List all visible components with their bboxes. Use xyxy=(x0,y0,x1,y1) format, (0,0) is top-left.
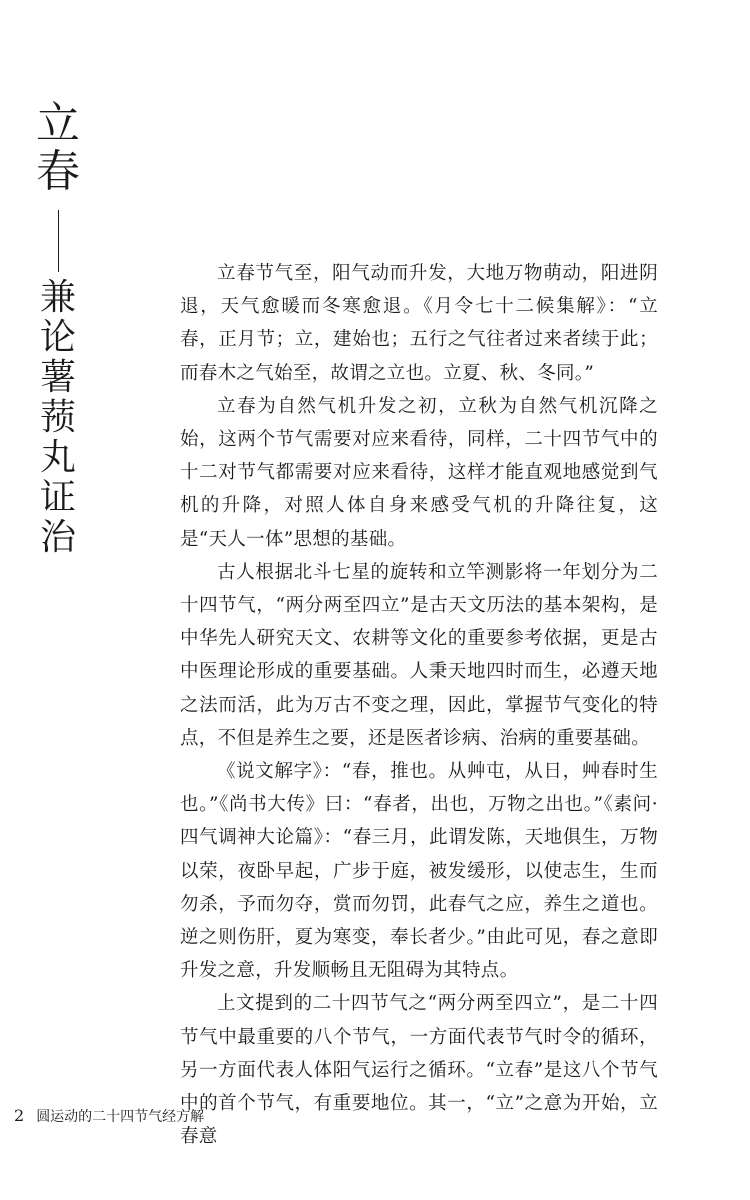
page-number: 2 xyxy=(14,1106,25,1125)
subtitle-char: 兼 xyxy=(39,277,76,318)
chapter-title xyxy=(30,100,86,558)
subtitle-char: 治 xyxy=(39,517,76,558)
subtitle-char: 蓣 xyxy=(39,397,76,438)
title-char: 春 xyxy=(36,146,80,197)
running-title: 圆运动的二十四节气经方解 xyxy=(36,1109,205,1125)
title-dash-divider xyxy=(58,210,59,272)
paragraph: 《说文解字》：“春，推也。从艸屯，从日，艸春时生也。”《尚书大传》曰：“春者，出也，万物之出也。”《素问·四气调神大论篇》：“春三月，此谓发陈，天地俱生，万物以荣，夜卧早起，广步于庭，被发缓形，以使志生，生而勿杀，予而勿夺，赏而勿罚，此春气之应，养生之道也。逆之则伤肝，夏为寒变，奉长者少。”由此可见，春之意即升发之意，升发顺畅且无阻碍为其特点。 xyxy=(180,761,658,982)
paragraph: 立春为自然气机升发之初，立秋为自然气机沉降之始，这两个节气需要对应来看待，同样，二十四节气中的十二对节气都需要对应来看待，这样才能直观地感觉到气机的升降，对照人体自身来感受气机的升降往复，这是“天人一体”思想的基础。 xyxy=(180,395,658,550)
body-text xyxy=(180,257,658,1153)
title-char: 立 xyxy=(36,98,80,149)
paragraph: 立春节气至，阳气动而升发，大地万物萌动，阳进阴退，天气愈暖而冬寒愈退。《月令七十二候集解》：“立春，正月节；立，建始也；五行之气往者过来者续于此；而春木之气始至，故谓之立也。立夏、秋、冬同。” xyxy=(180,263,658,384)
paragraph: 古人根据北斗七星的旋转和立竿测影将一年划分为二十四节气，“两分两至四立”是古天文历法的基本架构，是中华先人研究天文、农耕等文化的重要参考依据，更是古中医理论形成的重要基础。人秉天地四时而生，必遵天地之法而活，此为万古不变之理，因此，掌握节气变化的特点，不但是养生之要，还是医者诊病、治病的重要基础。 xyxy=(180,561,658,749)
chapter-subtitle xyxy=(40,278,76,558)
subtitle-char: 薯 xyxy=(39,357,76,398)
page-footer xyxy=(14,1106,204,1126)
subtitle-char: 证 xyxy=(39,477,76,518)
subtitle-char: 丸 xyxy=(39,437,76,478)
chapter-title-main xyxy=(36,100,80,196)
paragraph: 上文提到的二十四节气之“两分两至四立”，是二十四节气中最重要的八个节气，一方面代表节气时令的循环，另一方面代表人体阳气运行之循环。“立春”是这八个节气中的首个节气，有重要地位。其一，“立”之意为开始，立春意 xyxy=(180,993,658,1148)
subtitle-char: 论 xyxy=(39,317,76,358)
